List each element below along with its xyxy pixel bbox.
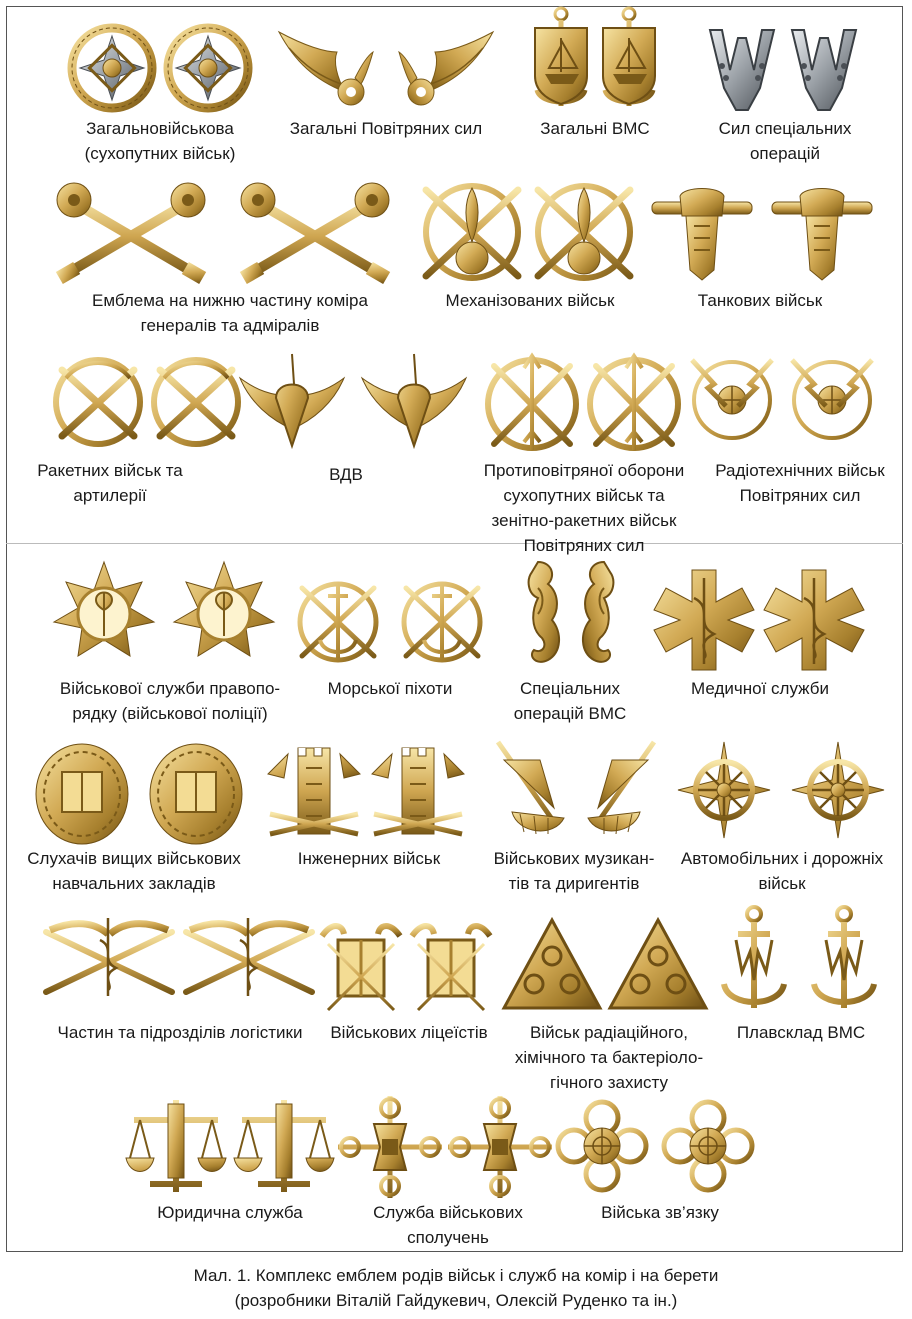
hazard-triangle-icon [502,916,708,1012]
emblem-label: Слухачів вищих військових навчальних закладів [27,849,241,893]
crossed-maces-icon [46,178,414,286]
armored-fist-icon [650,186,876,282]
caduceus-swords-icon [44,912,316,998]
tower-axes-icon [264,744,464,846]
ship-anchor-icon [527,6,662,116]
emblem-label: Служба військових сполучень [373,1203,523,1247]
emblem-label: Механізованих військ [445,291,615,310]
emblem-label: Радіотехнічних військ Повітряних сил [715,461,885,505]
emblem-label: Медичної служби [691,679,829,698]
emblem-label: Морської піхоти [327,679,453,698]
emblem-label: Емблема на нижню частину коміра генералів та адміралів [92,291,368,335]
emblem-label: Плавсклад ВМС [736,1023,866,1042]
emblem-label: Військової служби правопо- рядку (військової поліції) [59,679,281,723]
emblem-label: Автомобільних і дорожніх військ [680,849,884,893]
emblem-label: Ракетних військ та артилерії [37,461,183,505]
emblem-label: Військових ліцеїстів [330,1023,488,1042]
emblem-label: Військ радіаційного, хімічного та бактеріоло- гічного захисту [514,1023,704,1092]
wreath-book-icon [30,738,252,848]
emblem-label: Загальні Повітряних сил [289,119,483,138]
emblem-label: Загальновійськова (сухопутних військ) [84,119,236,163]
anchor-rifles-icon [290,578,490,666]
emblem-label: Загальні ВМС [540,119,650,138]
emblem-label: Юридична служба [157,1203,303,1222]
anchor-trident-icon [716,904,884,1016]
cross-trefoil-icon [338,1094,556,1200]
caduceus-star-icon [654,568,868,672]
emblem-label: Протиповітряної оборони сухопутних військ та зенітно-ракетних військ Повітряних сил [483,461,685,555]
emblem-label: Війська зв’язку [601,1203,719,1222]
lightning-globe-icon [686,350,882,450]
crossed-missiles-icon [484,352,684,456]
wheel-star-icon [674,740,890,840]
emblem-label: Спеціальних операцій ВМС [513,679,627,723]
emblem-label: Сил спеціальних операцій [718,119,852,163]
crossed-rifles-grenade-icon [418,176,640,286]
crossed-cannons-bow-icon [52,352,244,452]
emblem-label: Інженерних військ [297,849,441,868]
emblem-label: Військових музикан- тів та диригентів [493,849,655,893]
wreath-cross-icon [66,22,254,114]
page-divider [6,543,903,544]
flower-globe-icon [554,1098,758,1194]
emblem-label: ВДВ [329,465,363,484]
lyre-trumpet-icon [494,738,658,848]
book-wings-icon [318,918,496,1018]
figure-caption: Мал. 1. Комплекс емблем родів військ і служб на комір і на берети (розробники Віталій Гайдукевич, Олексій Руденко та ін.) [193,1266,719,1310]
scales-icon [124,1096,338,1200]
emblem-label: Частин та підрозділів логістики [57,1023,303,1042]
wings-icon [275,22,497,110]
trident-silver-icon [708,26,858,112]
emblem-label: Танкових військ [697,291,823,310]
seahorse-icon [508,558,638,674]
star-torch-icon [50,560,280,666]
parachute-wings-icon [236,350,470,454]
